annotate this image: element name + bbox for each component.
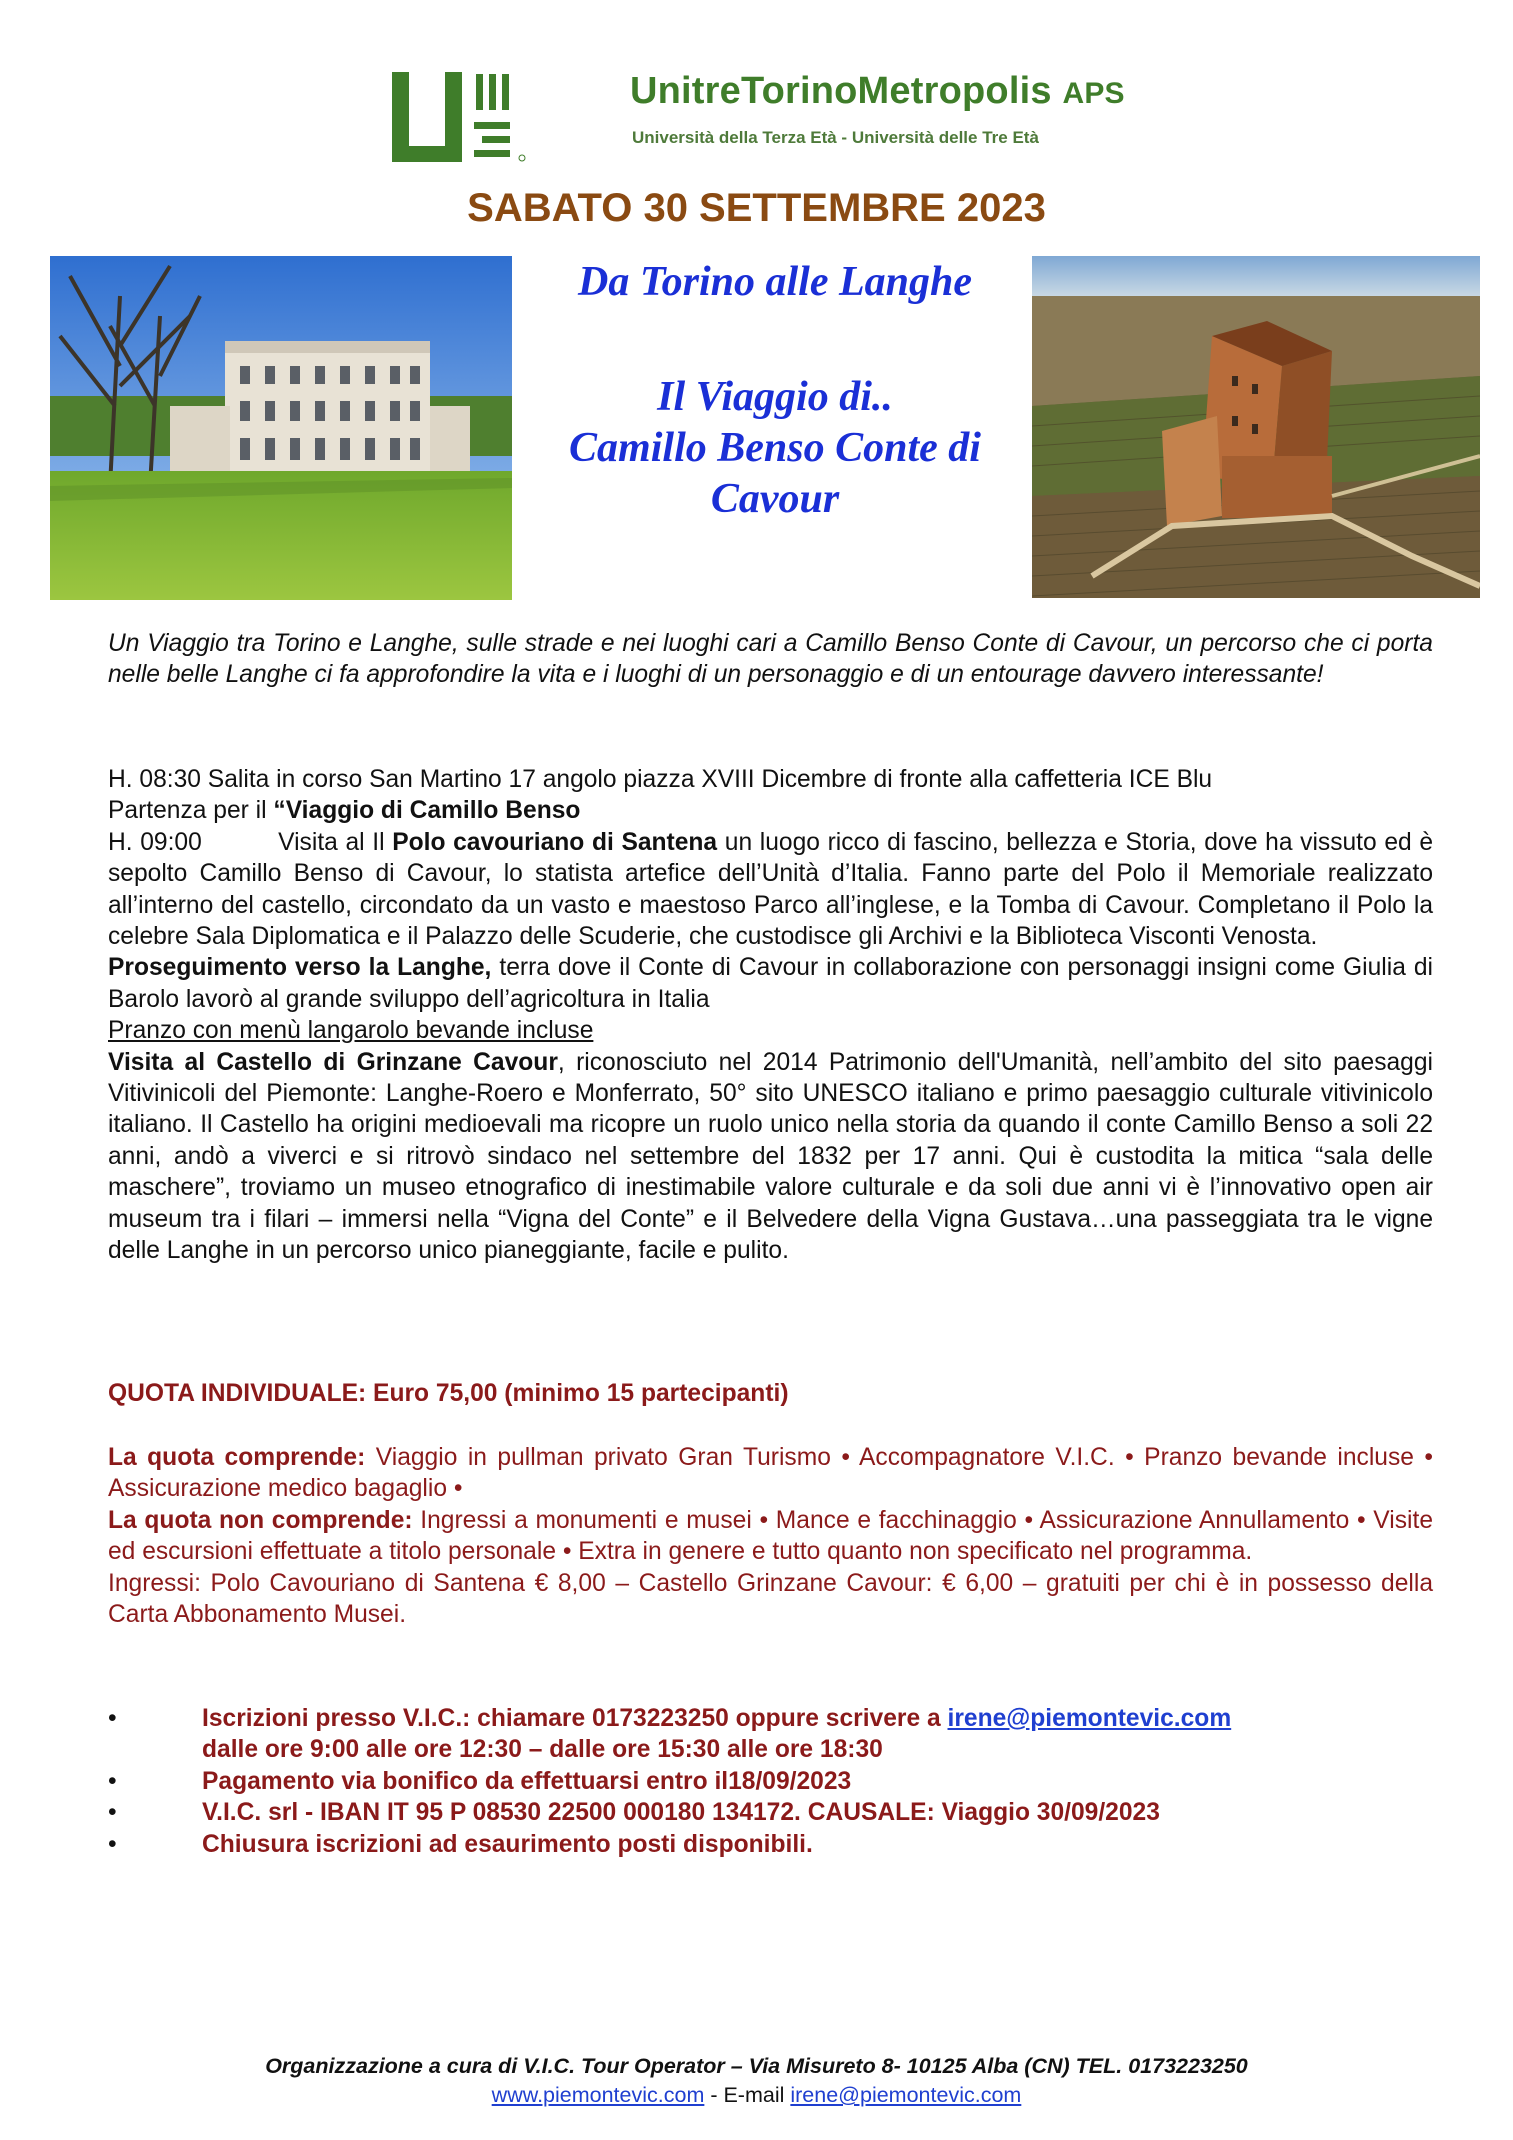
trip-title-line3: Cavour	[710, 476, 840, 522]
booking-info-list	[108, 1703, 1448, 1860]
footer-email-link[interactable]: irene@piemontevic.com	[790, 2083, 1022, 2107]
intro-paragraph	[108, 628, 1433, 691]
program-start-text: Partenza per il	[108, 797, 274, 825]
excluded-line	[108, 1505, 1433, 1568]
bullet-icon: •	[108, 1705, 117, 1732]
list-item	[108, 1797, 1448, 1828]
bullet-icon: •	[108, 1799, 117, 1827]
website-link[interactable]: www.piemontevic.com	[491, 2083, 705, 2107]
unitre-logo	[390, 68, 538, 168]
excluded-text: Ingressi a monumenti e musei • Mance e facchinaggio • Assicurazione Annullamento • Visite ed escursioni effettuate a titolo personale • Extra in genere e tutto quanto non specificato nel programma.	[108, 1506, 1433, 1566]
program-section	[108, 764, 1433, 1267]
program-start	[108, 795, 1433, 826]
program-langhe	[108, 952, 1433, 1015]
included-label: La quota comprende:	[108, 1444, 366, 1471]
included-text: Viaggio in pullman privato Gran Turismo • Accompagnatore V.I.C. • Pranzo bevande incluse • Assicurazione medico bagaglio •	[108, 1444, 1433, 1503]
program-santena-text: un luogo ricco di fascino, bellezza e Storia, dove ha vissuto ed è sepolto Camillo Benso di Cavour, lo statista artefice dell’Unità d’Italia. Fanno parte del Polo il Memoriale realizzato all’interno del castello, circondato da un vasto e maestoso Parco all’inglese, e la Tomba di Cavour. Completano il Polo la celebre Sala Diplomatica e il Palazzo delle Scuderie, che custodisce gli Archivi e la Biblioteca Visconti Venosta.	[108, 828, 1434, 951]
org-name: UnitreTorinoMetropolis APS	[630, 70, 1125, 112]
trip-title-line2: Camillo Benso Conte di	[569, 425, 981, 471]
program-start-bold: “Viaggio di Camillo Benso	[273, 797, 581, 825]
list-item	[108, 1766, 1448, 1797]
trip-title-line1: Il Viaggio di..	[657, 374, 893, 420]
contact-line	[0, 2083, 1513, 2108]
program-langhe-bold: Proseguimento verso la Langhe,	[108, 954, 492, 982]
program-santena-time: H. 09:00 Visita al Il	[108, 828, 393, 856]
grinzane-castle-photo	[1032, 256, 1480, 598]
included-line	[108, 1442, 1433, 1505]
bank-details: V.I.C. srl - IBAN IT 95 P 08530 22500 000180 134172. CAUSALE: Viaggio 30/09/2023	[202, 1799, 1160, 1827]
bullet-icon: •	[108, 1830, 117, 1858]
payment-deadline: Pagamento via bonifico da effettuarsi entro il18/09/2023	[202, 1767, 852, 1795]
trip-title	[520, 372, 1030, 525]
booking-text: Iscrizioni presso V.I.C.: chiamare 0173223250 oppure scrivere a	[202, 1705, 948, 1732]
event-date: SABATO 30 SETTEMBRE 2023	[467, 186, 1046, 230]
closing-note: Chiusura iscrizioni ad esaurimento posti disponibili.	[202, 1830, 813, 1858]
list-item	[108, 1703, 1448, 1766]
email-label: - E-mail	[704, 2083, 791, 2107]
program-langhe-text: terra dove il Conte di Cavour in collaborazione con personaggi insigni come Giulia di Barolo lavorò al grande sviluppo dell’agricoltura in Italia	[108, 954, 1433, 1013]
org-suffix: APS	[1062, 77, 1125, 110]
program-grinzane-text: , riconosciuto nel 2014 Patrimonio dell'Umanità, nell’ambito del sito paesaggi Vitivinicoli del Piemonte: Langhe-Roero e Monferrato, 50° sito UNESCO italiano e primo paesaggio culturale vitivinicolo italiano. Il Castello ha origini medioevali ma ricopre un ruolo unico nella storia da quando il conte Camillo Benso a soli 22 anni, andò a viverci e si ritrovò sindaco nel settembre del 1832 per 17 anni. Qui è custodita la mitica “sala delle maschere”, troviamo un museo etnografico di inestimabile valore culturale e da soli due anni vi è l’innovativo open air museum tra i filari – immersi nella “Vigna del Conte” e il Belvedere della Vigna Gustava…una passeggiata tra le vigne delle Langhe in un percorso unico pianeggiante, facile e pulito.	[108, 1048, 1433, 1265]
santena-castle-photo	[50, 256, 512, 600]
price-line: QUOTA INDIVIDUALE: Euro 75,00 (minimo 15 partecipanti)	[108, 1380, 789, 1407]
program-grinzane	[108, 1047, 1433, 1267]
bullet-icon: •	[108, 1767, 117, 1795]
booking-email-link[interactable]: irene@piemontevic.com	[947, 1705, 1232, 1732]
program-departure: H. 08:30 Salita in corso San Martino 17 angolo piazza XVIII Dicembre di fronte alla caffetteria ICE Blu	[108, 766, 1213, 793]
program-lunch: Pranzo con menù langarolo bevande incluse	[108, 1017, 594, 1045]
org-subtitle: Università della Terza Età - Università delle Tre Età	[632, 128, 1039, 147]
program-santena	[108, 827, 1433, 953]
organizer-line: Organizzazione a cura di V.I.C. Tour Operator – Via Misureto 8- 10125 Alba (CN) TEL. 0173223250	[265, 2054, 1248, 2078]
program-grinzane-bold: Visita al Castello di Grinzane Cavour	[108, 1048, 558, 1076]
entrance-fees: Ingressi: Polo Cavouriano di Santena € 8,00 – Castello Grinzane Cavour: € 6,00 – gratuiti per chi è in possesso della Carta Abbonamento Musei.	[108, 1569, 1433, 1629]
subtitle-route: Da Torino alle Langhe	[578, 259, 972, 305]
excluded-label: La quota non comprende:	[108, 1506, 413, 1534]
intro-text: Un Viaggio tra Torino e Langhe, sulle strade e nei luoghi cari a Camillo Benso Conte di Cavour, un percorso che ci porta nelle belle Langhe ci fa approfondire la vita e i luoghi di un personaggio e di un entourage davvero interessante!	[108, 630, 1433, 689]
price-details	[108, 1442, 1433, 1630]
booking-hours: dalle ore 9:00 alle ore 12:30 – dalle ore 15:30 alle ore 18:30	[202, 1736, 883, 1764]
program-santena-bold: Polo cavouriano di Santena	[392, 828, 718, 856]
list-item	[108, 1829, 1448, 1860]
